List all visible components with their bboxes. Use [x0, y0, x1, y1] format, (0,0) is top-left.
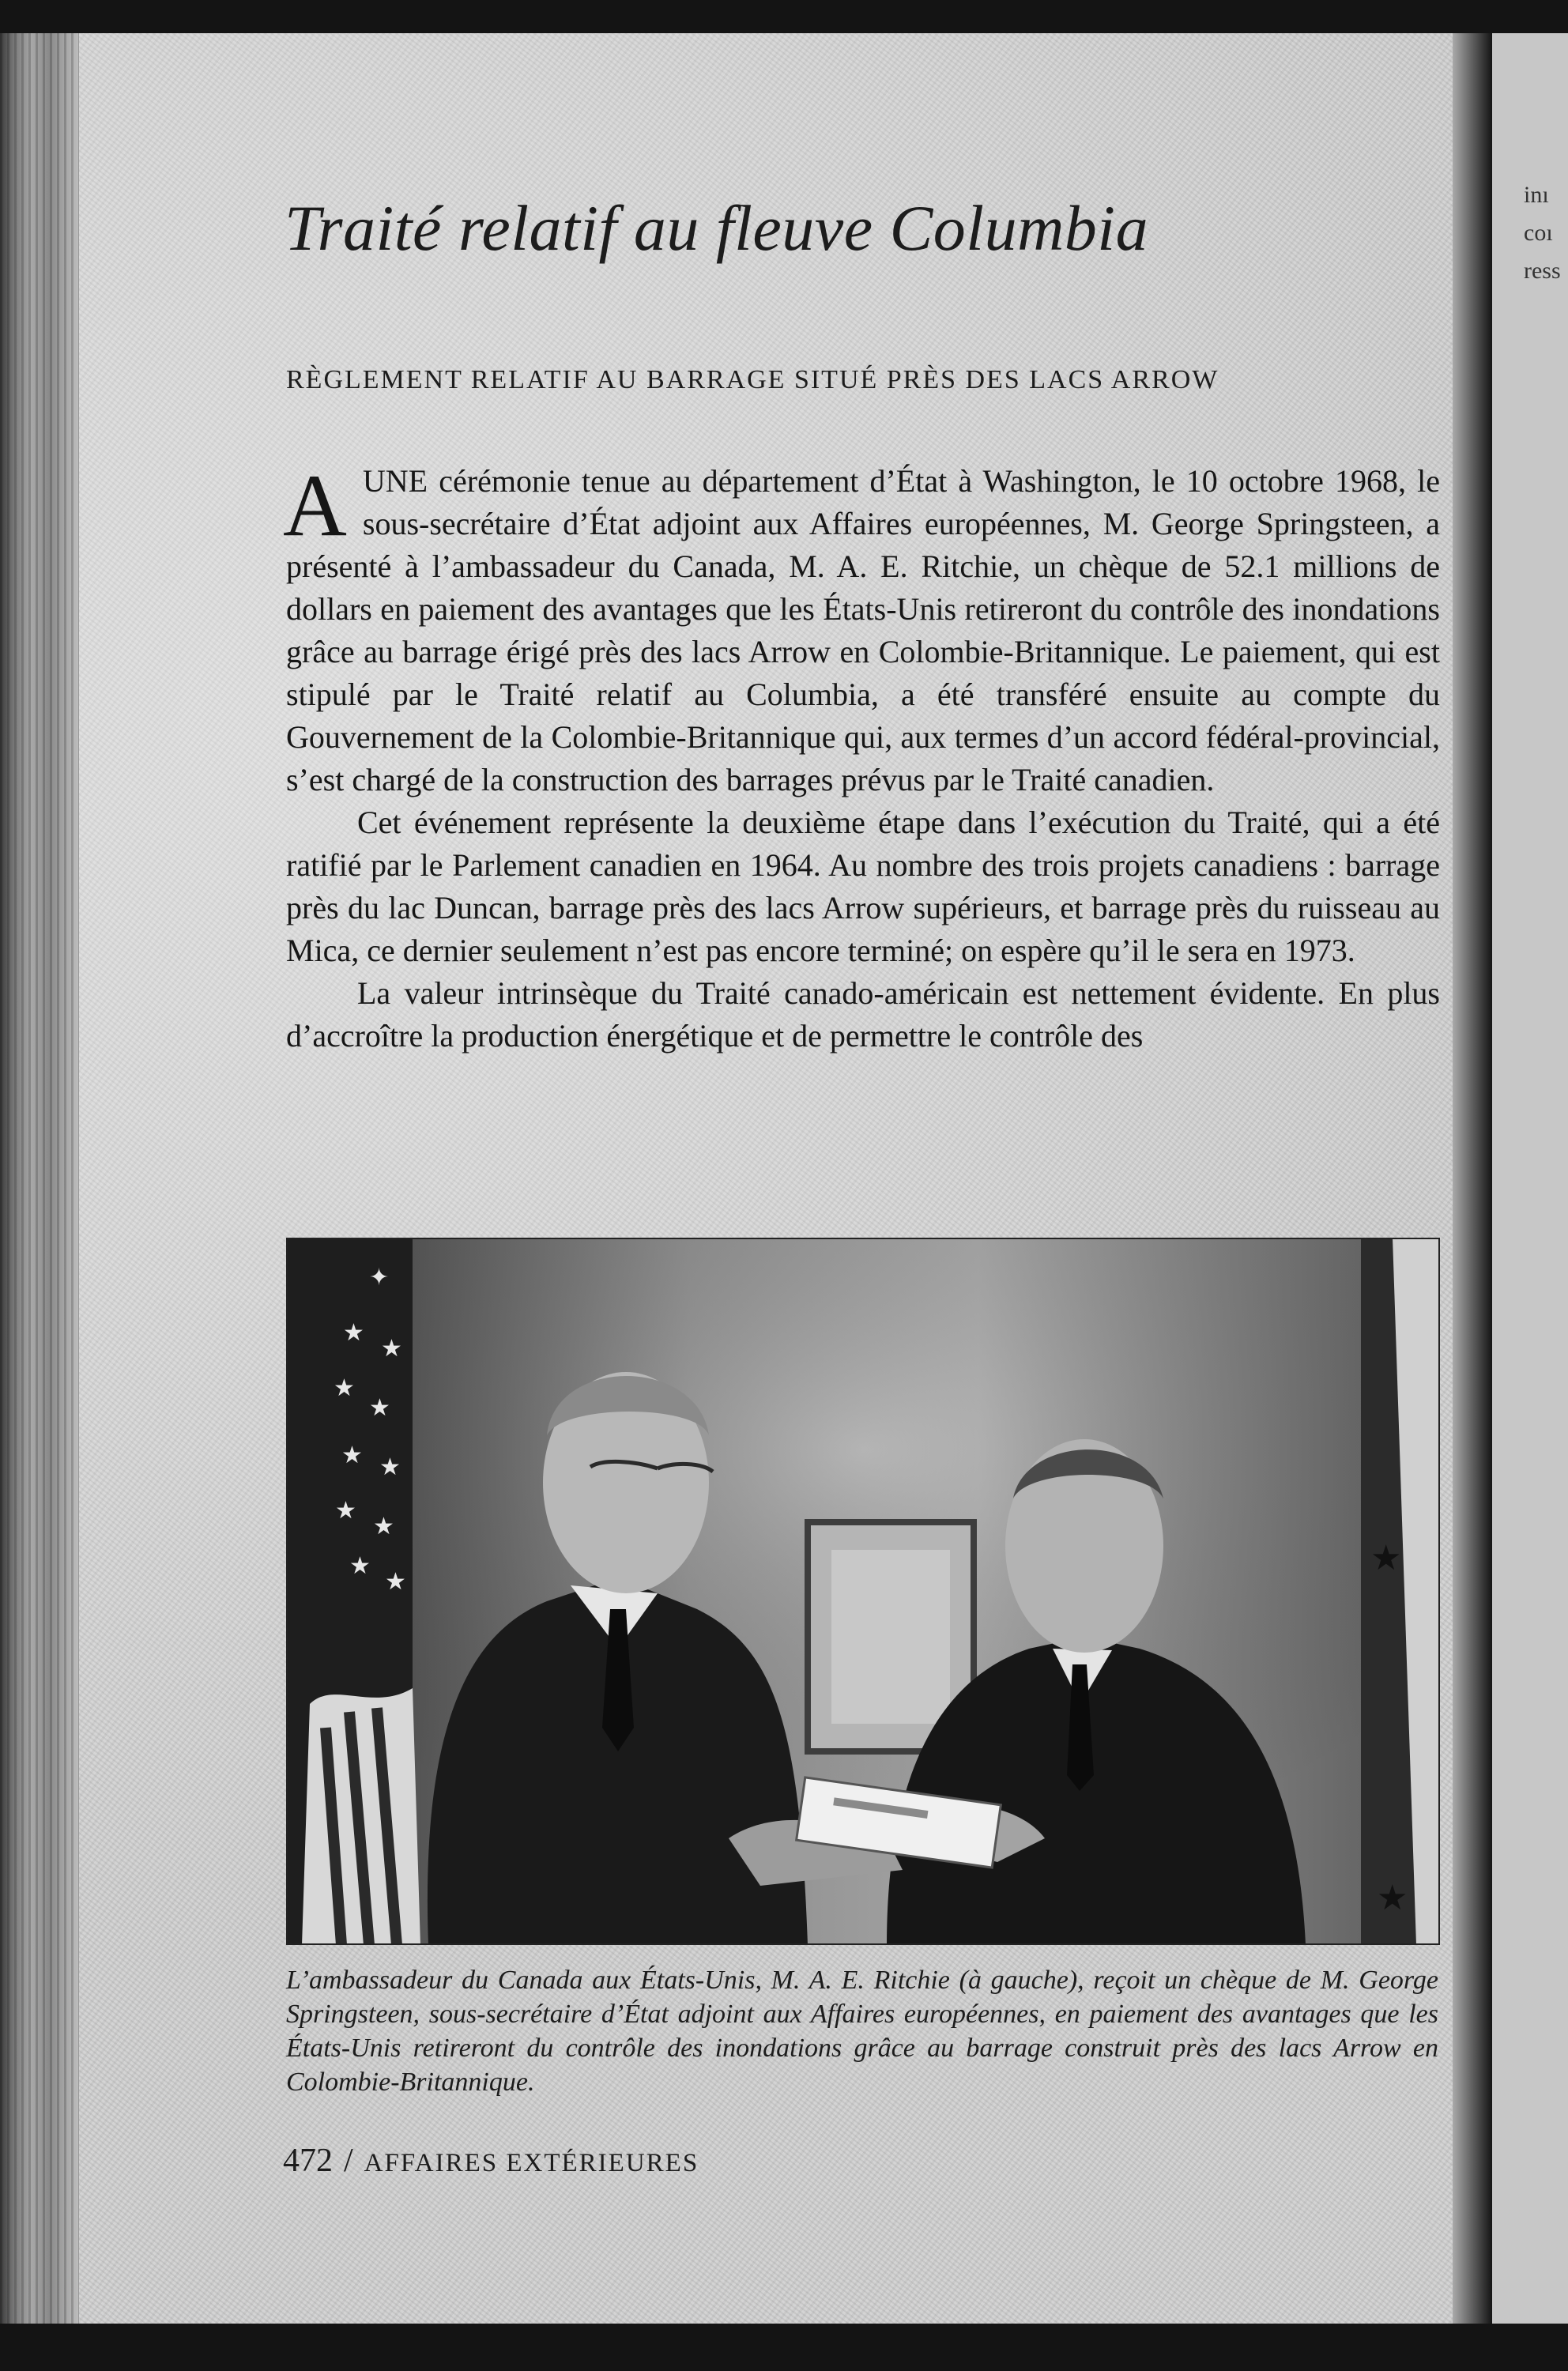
- photo-caption: L’ambassadeur du Canada aux États-Unis, M. A. E. Ritchie (à gauche), reçoit un chèque de M. George Springsteen, sous-secrétaire d’État adjoint aux Affaires européennes, en paiement des avantages que les États-Unis retireront du contrôle des inondations grâce au barrage construit près des lacs Arrow en Colombie-Britannique.: [286, 1966, 1438, 2097]
- svg-text:★: ★: [334, 1374, 355, 1402]
- page-number: 472: [283, 2143, 333, 2179]
- svg-text:★: ★: [335, 1497, 356, 1525]
- article-body: [283, 457, 1440, 1057]
- svg-text:★: ★: [381, 1335, 402, 1363]
- lead-in-smallcaps: UNE: [362, 463, 428, 499]
- article-subheading: RÈGLEMENT RELATIF AU BARRAGE SITUÉ PRÈS DES LACS ARROW: [286, 365, 1219, 394]
- svg-text:★: ★: [349, 1552, 371, 1580]
- page-footer: [283, 2142, 699, 2180]
- page-gutter: [1453, 33, 1492, 2324]
- svg-text:★: ★: [341, 1442, 363, 1469]
- svg-text:★: ★: [1377, 1878, 1408, 1918]
- svg-text:★: ★: [343, 1319, 364, 1347]
- paragraph-3: La valeur intrinsèque du Traité canado-américain est nettement évidente. En plus d’accroître la production énergétique et de permettre le contrôle des: [286, 975, 1440, 1054]
- flag-right: [1361, 1238, 1440, 1945]
- svg-text:★: ★: [373, 1513, 394, 1540]
- article-title: Traité relatif au fleuve Columbia: [285, 192, 1149, 264]
- svg-text:✦: ✦: [369, 1264, 390, 1291]
- paragraph-2: Cet événement représente la deuxième étape dans l’exécution du Traité, qui a été ratifié par le Parlement canadien en 1964. Au nombre des trois projets canadiens : barrage près du lac Duncan, barrage près des lacs Arrow supérieurs, et barrage près du ruisseau au Mica, ce dernier seulement n’est pas encore terminé; on espère qu’il le sera en 1973.: [286, 805, 1440, 968]
- svg-text:★: ★: [1370, 1538, 1402, 1578]
- paragraph-1: [283, 457, 1440, 801]
- paragraph-1-text: cérémonie tenue au département d’État à Washington, le 10 octobre 1968, le sous-secrétaire d’État adjoint aux Affaires européennes, M. George Springsteen, a présenté à l’ambassadeur du Canada, M. A. E. Ritchie, un chèque de 52.1 millions de dollars en paiement des avantages que les États-Unis retireront du contrôle des inondations grâce au barrage érigé près des lacs Arrow en Colombie-Britannique. Le paiement, qui est stipulé par le Traité relatif au Columbia, a été transféré ensuite au compte du Gouvernement de la Colombie-Britannique qui, aux termes d’un accord fédéral-provincial, s’est chargé de la construction des barrages prévus par le Traité canadien.: [286, 463, 1440, 797]
- facing-page-fragment-1: inı: [1524, 182, 1549, 208]
- facing-page-fragment-3: ress: [1524, 258, 1561, 284]
- publication-name: AFFAIRES EXTÉRIEURES: [364, 2149, 699, 2177]
- facing-page-edge: [1492, 33, 1568, 2324]
- svg-text:★: ★: [385, 1568, 406, 1596]
- svg-text:★: ★: [369, 1394, 390, 1422]
- page-binding-edge: [0, 33, 79, 2324]
- svg-text:★: ★: [379, 1453, 401, 1481]
- ceremony-photo: [286, 1238, 1440, 1945]
- footer-separator: /: [344, 2143, 353, 2179]
- facing-page-fragment-2: coı: [1524, 220, 1553, 246]
- ceremony-photo-illustration: [286, 1238, 1440, 1945]
- book-page: [0, 33, 1492, 2324]
- drop-cap: A: [283, 457, 347, 555]
- american-flag: [286, 1238, 420, 1945]
